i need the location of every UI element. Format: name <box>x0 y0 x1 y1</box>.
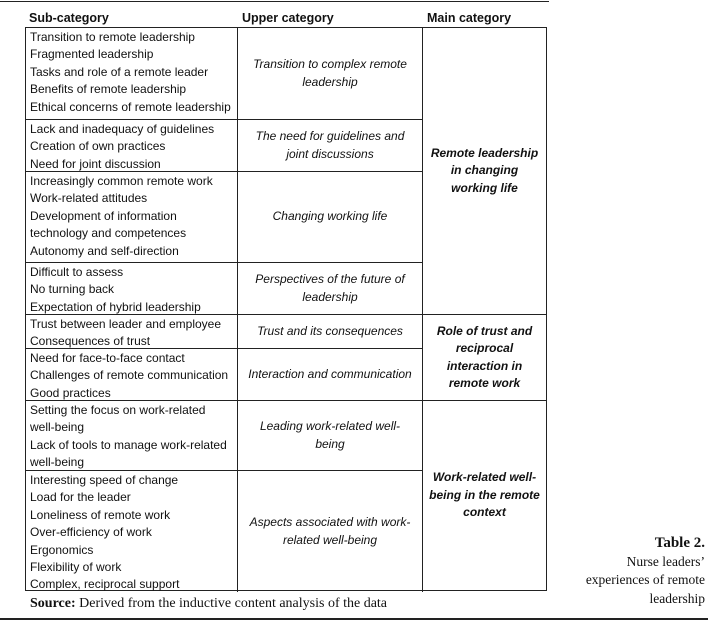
upper-category-cell <box>238 470 423 592</box>
sub-category-cell <box>26 262 238 314</box>
header-main-category: Main category <box>427 11 512 25</box>
top-rule <box>0 1 549 2</box>
table-caption <box>586 534 705 608</box>
main-category-text: Remote leadership in changing working life <box>430 145 539 195</box>
sub-category-cell <box>26 470 238 592</box>
upper-category-cell <box>238 400 423 470</box>
sub-category-item: Difficult to assess <box>30 265 124 279</box>
sub-category-item: Work-related attitudes <box>30 191 148 206</box>
upper-category-cell <box>238 348 423 400</box>
sub-category-item: Lack and inadequacy of guidelines <box>30 122 215 136</box>
upper-category-text: Leading work-related well-being <box>259 419 401 451</box>
sub-category-item: Ergonomics <box>30 542 94 557</box>
sub-category-item: Development of information technology and competences <box>30 208 187 241</box>
sub-category-item: Creation of own practices <box>30 139 166 154</box>
upper-category-cell <box>238 171 423 262</box>
source-text: Derived from the inductive content analysis of the data <box>75 596 388 611</box>
sub-category-item: Lack of tools to manage work-related well-being <box>30 437 227 470</box>
upper-category-cell <box>238 119 423 171</box>
header-upper-category: Upper category <box>242 11 334 25</box>
caption-line: leadership <box>649 590 705 606</box>
source-label: Source: <box>30 596 76 611</box>
upper-category-text: Perspectives of the future of leadership <box>255 272 405 304</box>
upper-category-text: Trust and its consequences <box>257 323 403 338</box>
sub-category-item: Loneliness of remote work <box>30 507 171 522</box>
upper-category-cell <box>238 314 423 348</box>
upper-category-text: Changing working life <box>272 209 388 224</box>
category-table <box>25 27 547 591</box>
sub-category-item: Fragmented leadership <box>30 47 154 62</box>
sub-category-item: No turning back <box>30 282 115 297</box>
sub-category-item: Load for the leader <box>30 490 131 505</box>
sub-category-cell <box>26 119 238 171</box>
sub-category-cell <box>26 348 238 400</box>
upper-category-text: Interaction and communication <box>248 366 412 381</box>
sub-category-item: Ethical concerns of remote leadership <box>30 99 231 114</box>
main-category-text: Work-related well-being in the remote context <box>429 470 540 520</box>
sub-category-item: Tasks and role of a remote leader <box>30 64 209 79</box>
caption-line: Nurse leaders’ <box>626 553 705 569</box>
caption-title: Table 2. <box>654 535 705 551</box>
main-category-cell <box>423 314 546 400</box>
upper-category-text: Transition to complex remote leadership <box>253 57 407 89</box>
sub-category-item: Challenges of remote communication <box>30 368 229 383</box>
sub-category-cell <box>26 28 238 119</box>
main-category-cell <box>423 28 546 314</box>
sub-category-item: Interesting speed of change <box>30 473 179 487</box>
upper-category-text: The need for guidelines and joint discussions <box>255 129 405 161</box>
source-note <box>30 596 387 612</box>
sub-category-cell <box>26 314 238 348</box>
caption-line: experiences of remote <box>585 572 705 587</box>
sub-category-item: Need for face-to-face contact <box>30 351 185 365</box>
sub-category-cell <box>26 171 238 262</box>
main-category-cell <box>423 400 546 590</box>
sub-category-item: Complex, reciprocal support <box>30 577 180 592</box>
sub-category-cell <box>26 400 238 470</box>
bottom-rule <box>0 618 708 620</box>
sub-category-item: Benefits of remote leadership <box>30 82 187 97</box>
sub-category-item: Autonomy and self-direction <box>30 243 179 258</box>
upper-category-cell <box>238 262 423 314</box>
main-category-text: Role of trust and reciprocal interaction in remote work <box>436 323 533 390</box>
sub-category-item: Increasingly common remote work <box>30 174 213 188</box>
sub-category-item: Transition to remote leadership <box>30 30 195 44</box>
upper-category-text: Aspects associated with work-related well-being <box>249 515 411 547</box>
upper-category-cell <box>238 28 423 119</box>
sub-category-item: Consequences of trust <box>30 334 151 349</box>
header-sub-category: Sub-category <box>29 11 109 25</box>
sub-category-item: Flexibility of work <box>30 560 122 575</box>
sub-category-item: Trust between leader and employee <box>30 317 222 331</box>
sub-category-item: Expectation of hybrid leadership <box>30 299 201 314</box>
sub-category-item: Setting the focus on work-related well-being <box>30 403 206 435</box>
sub-category-item: Need for joint discussion <box>30 156 161 171</box>
sub-category-item: Good practices <box>30 385 111 400</box>
sub-category-item: Over-efficiency of work <box>30 525 152 540</box>
